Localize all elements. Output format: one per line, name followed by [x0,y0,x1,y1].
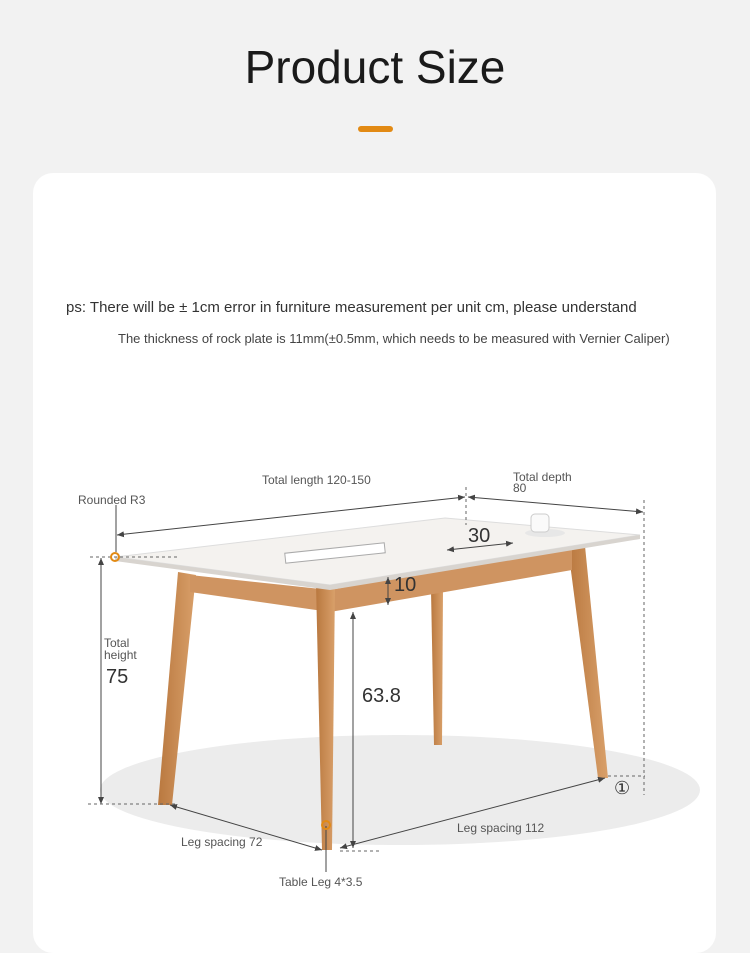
cup [531,514,549,532]
total-depth-value: 80 [513,481,527,495]
thickness-note: The thickness of rock plate is 11mm(±0.5mm, which needs to be measured with Vernier Caliper) [118,331,670,346]
table-leg-back [431,590,443,745]
total-length-label: Total length 120-150 [262,473,371,487]
leg-height-value: 63.8 [362,685,401,707]
extension-value: 30 [468,525,491,547]
rounded-label: Rounded R3 [78,493,146,507]
total-depth-label: Total depth [513,470,572,484]
table-leg-label: Table Leg 4*3.5 [279,875,363,889]
error-note: ps: There will be ± 1cm error in furniture measurement per unit cm, please understand [66,299,637,316]
page-title: Product Size [244,41,506,93]
total-height-label: Total height [104,636,137,662]
apron-value: 10 [394,574,417,596]
marker-number: ① [614,778,631,798]
leg-spacing-short-label: Leg spacing 72 [181,835,263,849]
table-leg-right [568,546,608,778]
total-height-value: 75 [106,666,129,688]
floor-shadow [100,735,700,845]
leg-spacing-long-label: Leg spacing 112 [457,821,545,835]
